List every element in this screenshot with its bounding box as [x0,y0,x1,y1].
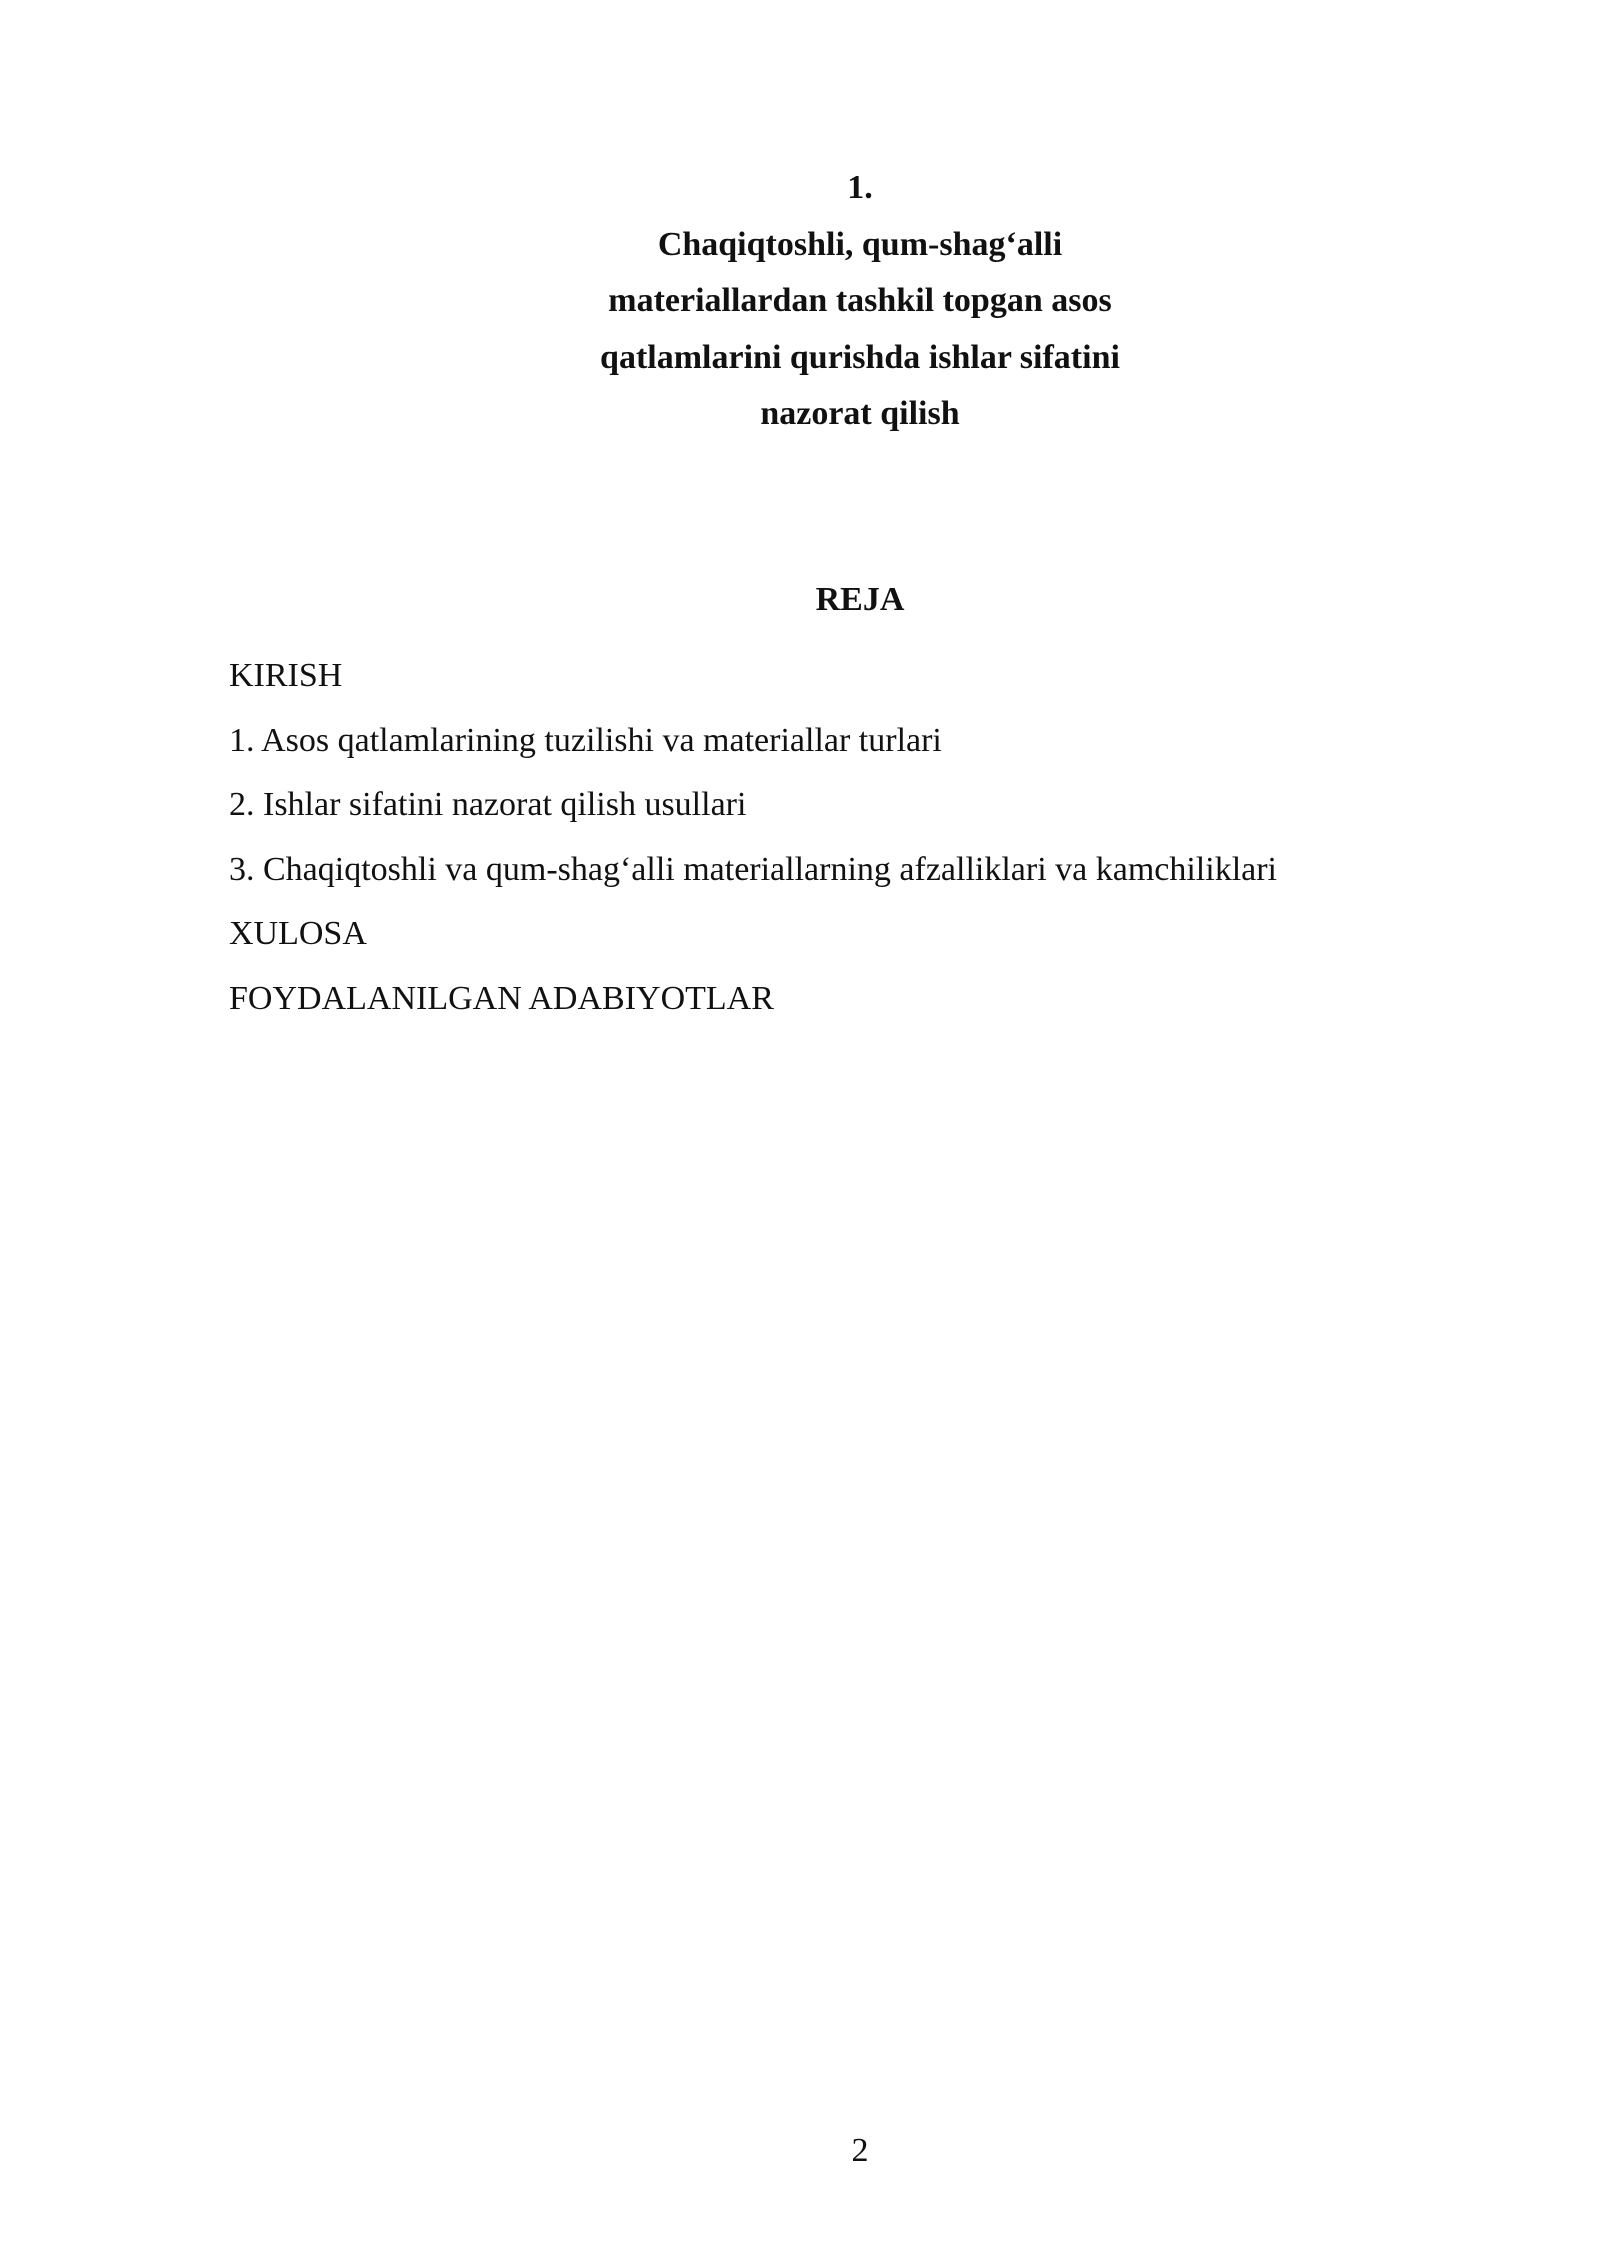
plan-heading: REJA [815,581,905,618]
plan-item-conclusion: XULOSA [229,915,367,953]
plan-item-1: 1. Asos qatlamlarining tuzilishi va materiallar turlari [229,721,942,759]
title-line: nazorat qilish [760,395,960,432]
section-number: 1. [847,169,873,206]
title-line: materiallardan tashkil topgan asos [608,282,1112,319]
plan-item-references: FOYDALANILGAN ADABIYOTLAR [229,979,774,1017]
plan-item-introduction: KIRISH [229,657,343,694]
document-title [0,160,1600,443]
title-line: qatlamlarini qurishda ishlar sifatini [600,338,1120,376]
plan-item-3: 3. Chaqiqtoshli va qum-shag‘alli materiallarning afzalliklari va kamchiliklari [229,850,1278,888]
title-line: Chaqiqtoshli, qum-shag‘alli [657,225,1063,263]
plan-list [229,644,1277,1032]
plan-item-2: 2. Ishlar sifatini nazorat qilish usullari [229,786,747,824]
page-number: 2 [851,2132,869,2169]
